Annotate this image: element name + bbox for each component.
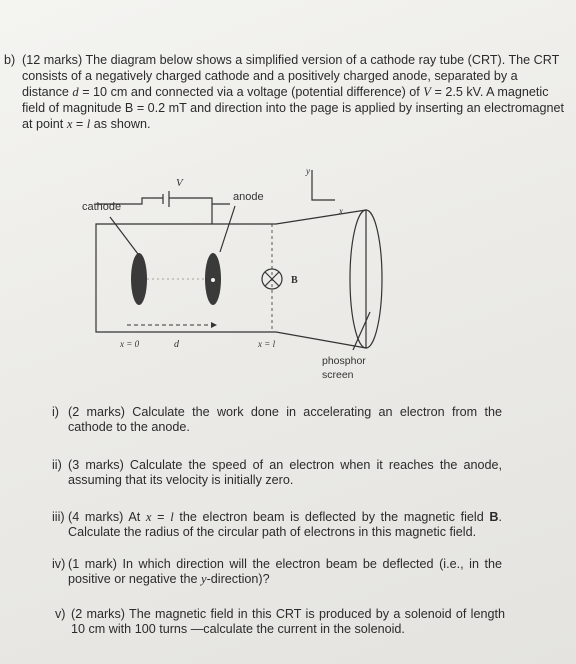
question-iv: iv) (1 mark) In which direction will the electron beam be deflected (i.e., in the positive or negative the y-direction)?: [52, 557, 502, 586]
voltage-label: V: [176, 177, 183, 189]
problem-intro: [4, 52, 564, 132]
screen-label-line1: phosphor: [322, 355, 366, 367]
question-i: i) (2 marks) Calculate the work done in accelerating an electron from the cathode to the anode.: [52, 405, 502, 434]
wire-right: [169, 198, 230, 204]
axis-y-label: y: [306, 166, 310, 176]
question-iii: iii) (4 marks) At x = l the electron beam is deflected by the magnetic field B. Calculate the radius of the circular path of electrons in this magnetic field.: [52, 510, 503, 539]
cathode-plate: [131, 253, 147, 305]
x0-label: x = 0: [120, 339, 140, 349]
problem-text: (12 marks) The diagram below shows a simplified version of a cathode ray tube (CRT). The CRT consists of a negatively charged cathode and a positively charged anode, separated by a distance d = 10 cm and connected via a voltage (potential difference) of V = 2.5 kV. A magnetic field of magnitude B = 0.2 mT and direction into the page is applied by inserting an electromagnet at point x = l as shown.: [22, 53, 564, 131]
question-v: v) (2 marks) The magnetic field in this CRT is produced by a solenoid of length 10 cm with 100 turns —calculate the current in the solenoid.: [55, 607, 505, 636]
anode-label: anode: [233, 191, 264, 203]
xl-label: x = l: [258, 339, 276, 349]
problem-number: b): [4, 53, 16, 67]
axes-icon: [312, 170, 335, 200]
field-label: B: [291, 275, 298, 286]
axis-x-label: x: [339, 206, 343, 216]
question-ii: ii) (3 marks) Calculate the speed of an electron when it reaches the anode, assuming that its velocity is initially zero.: [52, 458, 502, 487]
screen-label-line2: screen: [322, 369, 354, 381]
crt-diagram: [70, 162, 430, 392]
cathode-label: cathode: [82, 201, 122, 213]
d-label: d: [174, 339, 179, 350]
